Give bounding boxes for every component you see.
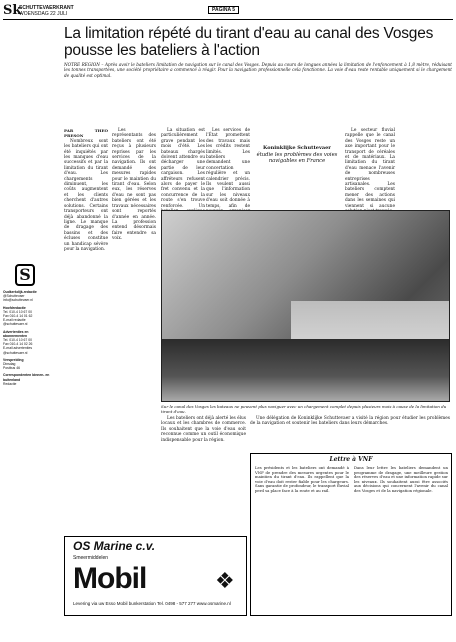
- sidebar-block: Verspreiding Dinsdag Postbus 46: [3, 357, 24, 371]
- article-column-2: Les représentants des bateliers ont été reçus à plusieurs reprises par les services de la navigation. Ils ont demandé des mesures rapides pour le maintien du tirant d'eau. Selon eux, les réserves d'eau ne sont pas bien gérées et les travaux nécessaires sont reportés d'année en année. La profession entend désormais faire entendre sa voix.: [112, 128, 156, 242]
- article-column-1: PAR THEO PRESON Nombreux sont les bateliers qui ont été inquiétés par les manques d'eau successifs et par la limitation du tirant d'eau. Les chargements diminuent, les coûts augmentent et les clients cherchent d'autres solutions. Certains transporteurs ont déjà abandonné la ligne. Le manque de dragage des bassins et des écluses constitue un handicap sévère pour la navigation.: [64, 128, 108, 252]
- page-number: PAGINA 5: [208, 6, 239, 14]
- byline: PAR THEO PRESON: [64, 128, 108, 139]
- ad-company-name: OS Marine c.v.: [73, 539, 156, 553]
- advertisement: [64, 536, 247, 616]
- pull-quote: [252, 145, 342, 165]
- letter-title: Lettre à VNF: [329, 456, 373, 463]
- sidebar-block: Advertenties en abonnementen Tel. 010-4 10 67 00 Fax 010-4 14 02 26 E-mail advertenties @schuttevaer.nl: [3, 329, 33, 355]
- sidebar-block: Correspondenten binnen- en buitenland Redactie: [3, 373, 50, 386]
- letter-box: [250, 453, 452, 616]
- article-column-bottom-2: Une délégation de Koninklijke Schuttevaer a visité la région pour étudier les problèmes de la navigation et soutenir les bateliers dans leurs démarches.: [250, 416, 450, 427]
- article-photo: [161, 210, 450, 402]
- photo-caption: Sur le canal des Vosges les bateaux ne peuvent plus naviguer avec un chargement complet depuis plusieurs mois à cause de la limitation du tirant d'eau.: [161, 404, 447, 414]
- pull-quote-title: Koninklijke Schuttevaer: [263, 145, 331, 151]
- article-column-4: Les services de l'État promettent des travaux mais les crédits restent limités. Les bateliers demandent une concertation régulière et un calendrier précis. Ils veulent aussi que l'information sur les niveaux d'eau soit donnée à temps, afin de: [206, 128, 250, 209]
- schuttevaer-logo-icon: S: [15, 264, 35, 286]
- ad-brand-logo: Mobil: [73, 562, 147, 595]
- letter-column-1: Les présidents et les bateliers ont demandé à VNF de prendre des mesures urgentes pour le maintien du tirant d'eau. Ils rappellent que la voie d'eau doit rester fiable pour les chargeurs. Sans garantie de profondeur, le transport fluvial perd sa place face à la route et au rail.: [255, 465, 349, 493]
- ad-contact: Levering via uw Esso Mobil bunkerstation Tel. 0498 - 577 277 www.osmarine.nl: [73, 601, 231, 606]
- ad-subtitle: Smeermiddelen: [73, 555, 109, 561]
- pull-quote-text: étudie les problèmes des voies navigables en France: [256, 151, 338, 165]
- photo-boat-hull: [162, 339, 449, 401]
- article-column-5: Le secteur fluvial rappelle que le canal des Vosges reste un axe important pour le transport de céréales et de matériaux. La limitation du tirant d'eau menace l'avenir de nombreuses entreprises artisanales. Les bateliers comptent mener des actions dans les semaines qui viennent si aucune: [345, 128, 395, 209]
- paper-logo: Sk: [3, 3, 22, 18]
- letter-column-2: Dans leur lettre les bateliers demandent un programme de dragage, une meilleure gestion des réserves d'eau et une information rapide sur les niveaux. Ils souhaitent aussi être associés aux décisions qui concernent l'avenir du canal des Vosges et de la navigation régionale.: [354, 465, 448, 493]
- sidebar: [3, 24, 53, 614]
- article-column-6: [400, 24, 452, 64]
- article-lead: NOTRE REGION – Après avoir le bateliers limitation de navigation sur le canal des Vosges. Depuis au cours de longues années la limitation de l'enfoncement à 1,8 mètre, réduisant les tonnes transportées, une société propriétaire a commencé à réagir. Pour la navigation professionnelle cela fonctionne. La voie d'eau reste rentable uniquement si le chargement de qualité est optimal.: [64, 62, 452, 78]
- sidebar-block: Hoofdredactie Tel. 010-4 10 67 00 Fax 010-4 14 01 62 E-mail redactie @schuttevaer.nl: [3, 305, 33, 327]
- pegasus-icon: ❖: [215, 569, 235, 594]
- sidebar-block: Oudkerkdijk-redactie @Schuttevaer info@schuttevaer.nl: [3, 290, 37, 303]
- masthead: [3, 4, 453, 20]
- paper-name: SCHUTTEVAERKRANT: [19, 5, 74, 11]
- paper-date: WOENSDAG 22 JULI: [19, 11, 68, 17]
- article-column-3: La situation est particulièrement grave pendant les mois d'été. Les bateaux chargés doivent attendre ou décharger une partie de leur cargaison. Les affréteurs refusent alors de payer le fret convenu et la concurrence de la route s'en trouve renforcée. Un: [161, 128, 205, 209]
- article-column-bottom-1: Les bateliers ont déjà alerté les élus locaux et les chambres de commerce. Ils souhaitent que la voie d'eau soit reconnue comme un outil économique indispensable pour la région.: [161, 416, 247, 443]
- article-headline: La limitation répété du tirant d'eau au canal des Vosges pousse les bateliers à l'action: [64, 25, 434, 59]
